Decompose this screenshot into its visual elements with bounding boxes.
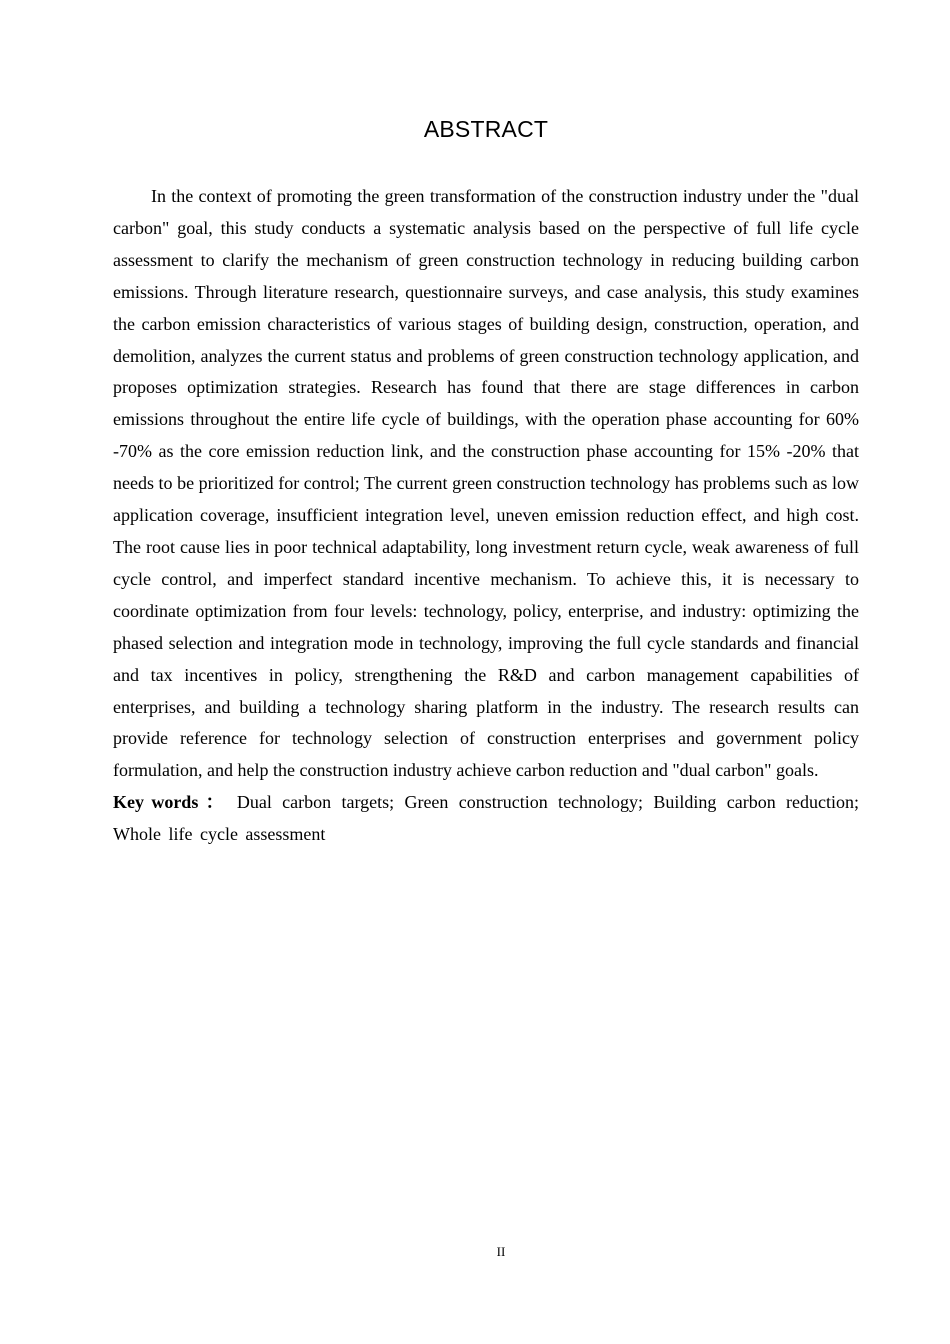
- keywords-text: Dual carbon targets; Green construction technology; Building carbon reduction; Whole life cycle assessment: [113, 792, 859, 845]
- keywords-line: [113, 787, 859, 851]
- abstract-body: [113, 181, 859, 851]
- page-number: II: [496, 1244, 506, 1259]
- abstract-paragraph: In the context of promoting the green transformation of the construction industry under the "dual carbon" goal, this study conducts a systematic analysis based on the perspective of full life cycle assessment to clarify the mechanism of green construction technology in reducing building carbon emissions. Through literature research, questionnaire surveys, and case analysis, this study examines the carbon emission characteristics of various stages of building design, construction, operation, and demolition, analyzes the current status and problems of green construction technology application, and proposes optimization strategies. Research has found that there are stage differences in carbon emissions throughout the entire life cycle of buildings, with the operation phase accounting for 60% -70% as the core emission reduction link, and the construction phase accounting for 15% -20% that needs to be prioritized for control; The current green construction technology has problems such as low application coverage, insufficient integration level, uneven emission reduction effect, and high cost. The root cause lies in poor technical adaptability, long investment return cycle, weak awareness of full cycle control, and imperfect standard incentive mechanism. To achieve this, it is necessary to coordinate optimization from four levels: technology, policy, enterprise, and industry: optimizing the phased selection and integration mode in technology, improving the full cycle standards and financial and tax incentives in policy, strengthening the R&D and carbon management capabilities of enterprises, and building a technology sharing platform in the industry. The research results can provide reference for technology selection of construction enterprises and government policy formulation, and help the construction industry achieve carbon reduction and "dual carbon" goals.: [113, 186, 859, 781]
- abstract-title: ABSTRACT: [423, 116, 549, 142]
- keywords-label: Key words ：: [113, 792, 227, 813]
